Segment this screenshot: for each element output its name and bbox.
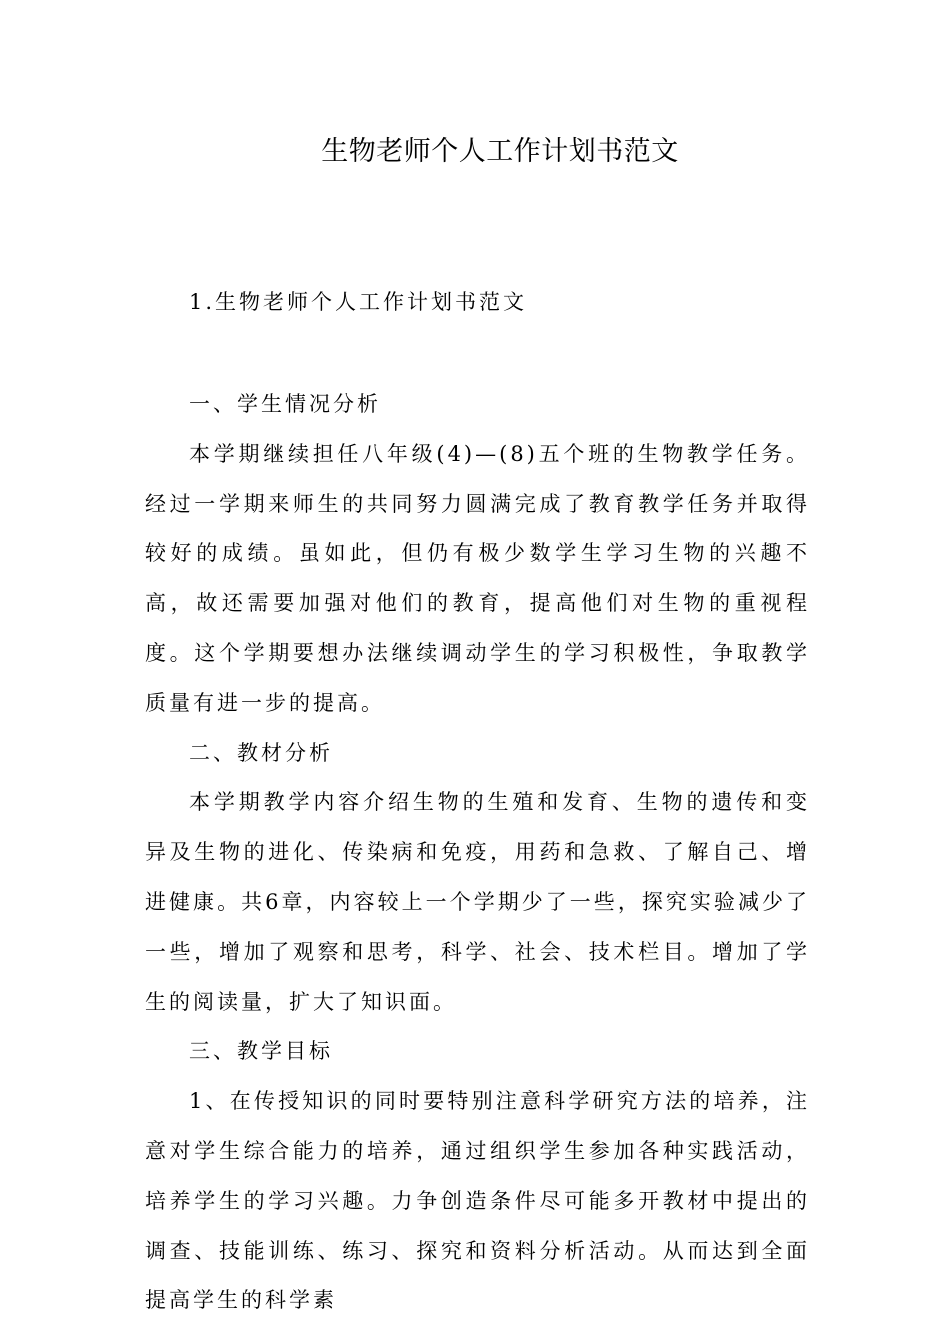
paragraph-student-analysis: 本学期继续担任八年级(4)—(8)五个班的生物教学任务。经过一学期来师生的共同努力圆满完成了教育教学任务并取得较好的成绩。虽如此，但仍有极少数学生学习生物的兴趣不高，故还需要加强对他们的教育，提高他们对生物的重视程度。这个学期要想办法继续调动学生的学习积极性，争取教学质量有进一步的提高。 — [145, 441, 810, 715]
heading-textbook-analysis: 二、教材分析 — [189, 740, 333, 765]
heading-teaching-goals: 三、教学目标 — [189, 1039, 333, 1064]
document-body — [145, 380, 810, 1326]
heading-student-analysis: 一、学生情况分析 — [189, 392, 381, 416]
document-title: 生物老师个人工作计划书范文 — [321, 136, 679, 167]
paragraph-textbook-analysis: 本学期教学内容介绍生物的生殖和发育、生物的遗传和变异及生物的进化、传染病和免疫，用药和急救、了解自己、增进健康。共6章，内容较上一个学期少了一些，探究实验减少了一些，增加了观察和思考，科学、社会、技术栏目。增加了学生的阅读量，扩大了知识面。 — [145, 790, 810, 1014]
paragraph-teaching-goals: 1、在传授知识的同时要特别注意科学研究方法的培养，注意对学生综合能力的培养，通过组织学生参加各种实践活动，培养学生的学习兴趣。力争创造条件尽可能多开教材中提出的调查、技能训练、练习、探究和资料分析活动。从而达到全面提高学生的科学素 — [145, 1089, 810, 1313]
section-subtitle: 1.生物老师个人工作计划书范文 — [189, 290, 528, 314]
